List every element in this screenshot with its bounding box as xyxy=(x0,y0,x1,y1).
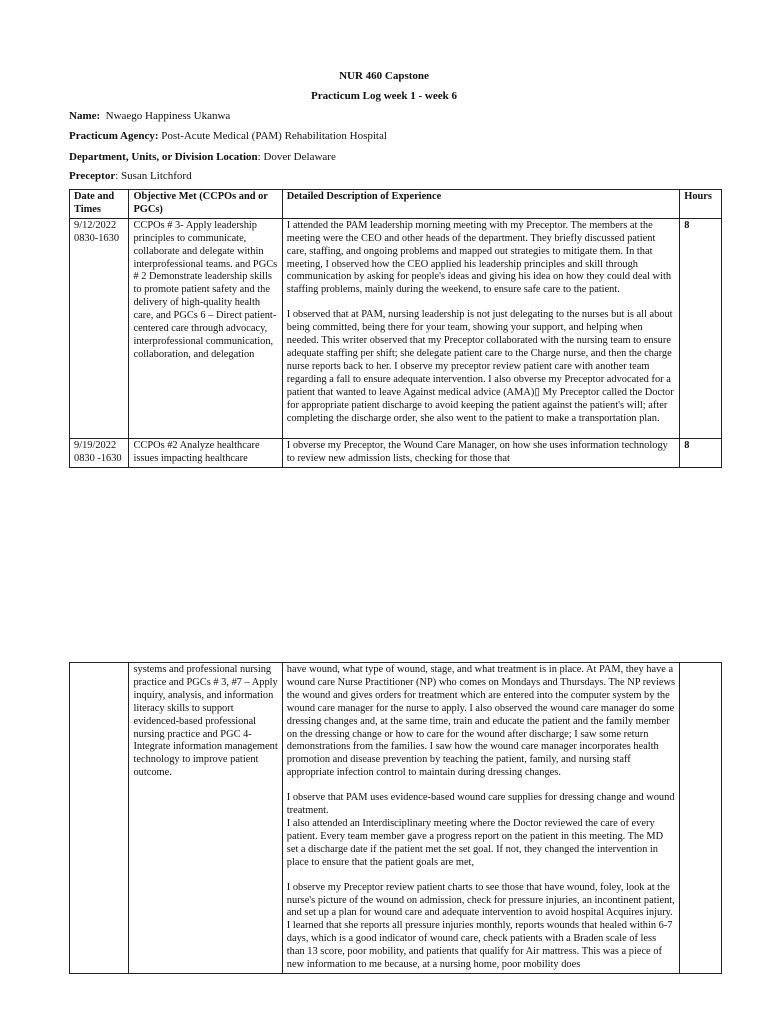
description-cell: I obverse my Preceptor, the Wound Care Manager, on how she uses information technology to review new admission lists, checking for those that xyxy=(282,439,679,468)
time-value: 0830-1630 xyxy=(74,232,120,244)
header-description: Detailed Description of Experience xyxy=(282,190,679,219)
department-label: Department, Units, or Division Location xyxy=(69,151,258,163)
department-line xyxy=(69,151,336,163)
practicum-log-table-continued xyxy=(69,662,722,974)
header-date: Date and Times xyxy=(70,190,129,219)
date-cell xyxy=(70,218,129,439)
description-paragraph: have wound, what type of wound, stage, and what treatment is in place. At PAM, they have a wound care Nurse Practitioner (NP) who comes on Mondays and Thursdays. The NP reviews the wound and gives orders for treatment which are entered into the computer system by the wound care manager for the nurse to apply. I also observed the wound care manager do some dressing changes and, at the same time, train and educate the patient and the family member on the dressing change or how to care for the wound after discharge; I saw some return demonstrations from the families. I saw how the wound care manager incorporates health promotion and disease prevention by teaching the patient, family, and nursing staff appropriate infection control to maintain during dressing changes. xyxy=(286,664,676,779)
preceptor-value: : Susan Litchford xyxy=(115,170,192,182)
description-paragraph: I also attended an Interdisciplinary meeting where the Doctor reviewed the care of every patient. Every team member gave a progress report on the patient in this meeting. The MD set a discharge date if the patient met the set goal. If not, they changed the intervention in place to ensure that the patient goals are met, xyxy=(286,817,664,868)
practicum-log-table xyxy=(69,189,722,468)
hours-cell: 8 xyxy=(680,218,722,439)
preceptor-line xyxy=(69,170,192,182)
description-paragraph: I observed that at PAM, nursing leadership is not just delegating to the nurses but is all about being committed, being there for your team, showing your support, and helping when needed. This writer observed that my Preceptor collaborated with the nursing team to ensure adequate staffing per shift; she delegate patient care to the Charge nurse, and then the charge nurse reports back to her. I observe my preceptor review patient care with another team regarding a fall to ensure adequate intervention. I also obverse my Preceptor advocated for a patient that wanted to leave Against medical advice (AMA)▯ My Preceptor called the Doctor for appropriate patient discharge to avoid keeping the patient against the patient's will; after completing the discharge order, she also went to the patient to make a transportation plan. xyxy=(286,309,674,424)
description-paragraph: I attended the PAM leadership morning meeting with my Preceptor. The members at the meeting were the CEO and other heads of the department. They briefly discussed patient care, staffing, and ongoing problems and mapped out strategies to mitigate them. In that meeting, I observed how the CEO applied his leadership principles and skill through communication by asking for people's ideas and giving his idea on how they could deal with staffing problems, mainly during the weekend, to ensure safe care to the patient. xyxy=(286,219,672,296)
description-cell xyxy=(282,218,679,439)
preceptor-label: Preceptor xyxy=(69,170,116,182)
name-label: Name: xyxy=(69,110,101,122)
description-paragraph: I observe my Preceptor review patient charts to see those that have wound, foley, look at the nurse's picture of the wound on admission, check for pressure injuries, an incontinent patient, and set up a plan for wound care and adequate intervention to avoid hospital Acquires injury. I learned that she reports all pressure injuries monthly, reports wounds that healed within 6-7 days, which is a good indicator of wound care, check patients with a Braden scale of less than 13 score, poor mobility, and patients that qualify for Air mattress. This was a piece of new information to me because, at a nursing home, poor mobility does xyxy=(286,881,675,971)
log-title: Practicum Log week 1 - week 6 xyxy=(310,90,458,102)
table-header-row xyxy=(70,190,722,219)
date-cell xyxy=(70,663,129,974)
objective-cell: CCPOs # 3- Apply leadership principles to communicate, collaborate and delegate within interprofessional teams. and PGCs # 2 Demonstrate leadership skills to promote patient safety and the delivery of high-quality health care, and PGCs 6 – Direct patient-centered care through advocacy, interprofessional communication, collaboration, and delegation xyxy=(129,218,282,439)
date-value: 9/12/2022 xyxy=(74,219,117,231)
date-value: 9/19/2022 xyxy=(74,440,117,452)
agency-label: Practicum Agency: xyxy=(69,130,159,142)
name-line xyxy=(69,110,230,122)
page-2 xyxy=(0,662,768,1024)
date-cell xyxy=(70,439,129,468)
objective-cell: CCPOs #2 Analyze healthcare issues impacting healthcare xyxy=(129,439,282,468)
name-value: Nwaego Happiness Ukanwa xyxy=(105,110,231,122)
course-title: NUR 460 Capstone xyxy=(339,70,429,82)
time-value: 0830 -1630 xyxy=(74,453,122,465)
hours-cell: 8 xyxy=(680,439,722,468)
header-objective: Objective Met (CCPOs and or PGCs) xyxy=(129,190,282,219)
department-value: : Dover Delaware xyxy=(257,151,336,163)
description-paragraph: I observe that PAM uses evidence-based wound care supplies for dressing change and wound treatment. xyxy=(286,792,675,817)
table-row xyxy=(70,218,722,439)
table-row xyxy=(70,439,722,468)
description-cell xyxy=(282,663,679,974)
agency-value: Post-Acute Medical (PAM) Rehabilitation Hospital xyxy=(161,130,387,142)
header-hours: Hours xyxy=(680,190,722,219)
hours-cell xyxy=(680,663,722,974)
agency-line xyxy=(69,130,387,142)
objective-cell: systems and professional nursing practice and PGCs # 3, #7 – Apply inquiry, analysis, and information literacy skills to support evidenced-based professional nursing practice and PGC 4- Integrate information management technology to improve patient outcome. xyxy=(129,663,282,974)
table-row xyxy=(70,663,722,974)
